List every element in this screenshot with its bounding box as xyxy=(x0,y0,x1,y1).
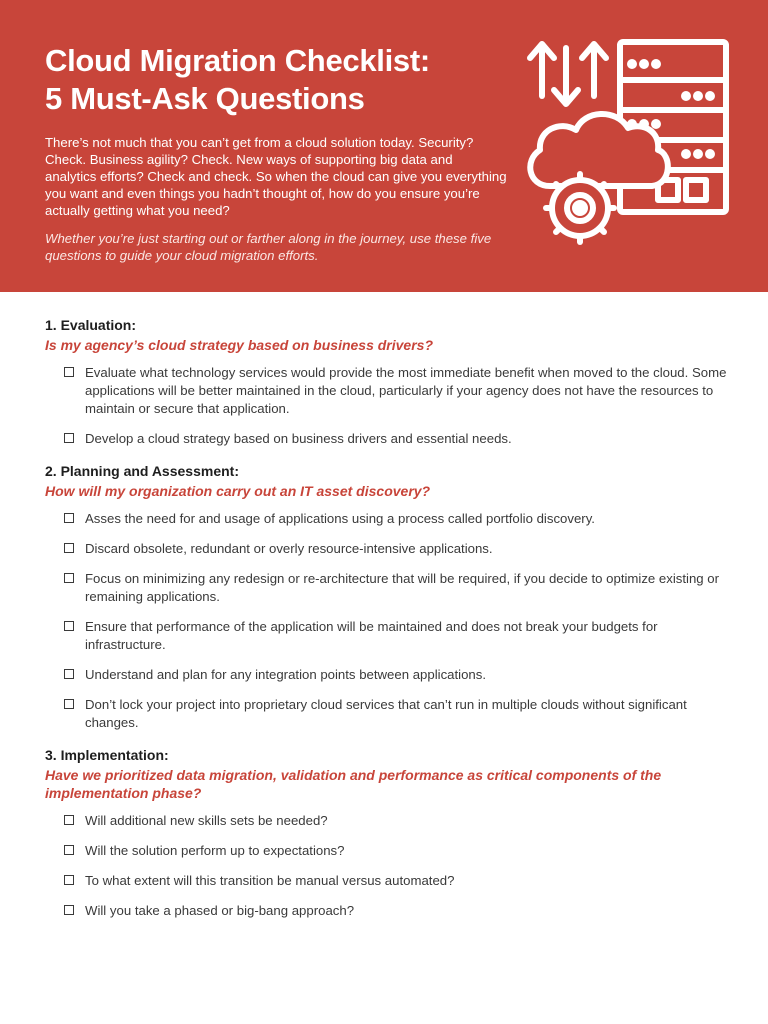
checklist-item-text: Discard obsolete, redundant or overly resource-intensive applications. xyxy=(85,541,493,556)
checkbox-icon[interactable] xyxy=(64,845,74,855)
intro-paragraph: There’s not much that you can’t get from a cloud solution today. Security? Check. Business agility? Check. New ways of supporting big data and analytics efforts? Check and check. So when the cloud can give you everything you want and even things you hadn’t thought of, how do you ensure you’re actually getting what you need? xyxy=(45,135,507,218)
checkbox-icon[interactable] xyxy=(64,513,74,523)
checklist xyxy=(45,510,735,732)
section-evaluation xyxy=(45,316,735,448)
checklist-item-text: Focus on minimizing any redesign or re-architecture that will be required, if you decide to optimize existing or remaining applications. xyxy=(85,571,720,604)
checklist-item-text: Ensure that performance of the application will be maintained and does not break your budgets for infrastructure. xyxy=(85,619,658,652)
checkbox-icon[interactable] xyxy=(64,367,74,377)
checklist-item xyxy=(45,430,735,448)
checklist xyxy=(45,812,735,920)
checklist-item-text: Asses the need for and usage of applications using a process called portfolio discovery. xyxy=(85,511,595,526)
section-title: 1. Evaluation: xyxy=(45,317,137,333)
header-banner xyxy=(0,0,768,292)
checklist-item xyxy=(45,540,735,558)
checklist-item-text: Will you take a phased or big-bang approach? xyxy=(85,903,355,918)
checklist-item-text: Don’t lock your project into proprietary cloud services that can’t run in multiple clouds without significant changes. xyxy=(85,697,687,730)
checklist-item xyxy=(45,666,735,684)
page-title-line-1: Cloud Migration Checklist: xyxy=(45,43,430,78)
checkbox-icon[interactable] xyxy=(64,573,74,583)
checklist-item xyxy=(45,510,735,528)
page-title-line-2: 5 Must-Ask Questions xyxy=(45,81,365,116)
checklist-item-text: Evaluate what technology services would provide the most immediate benefit when moved to the cloud. Some applications will be better maintained in the cloud, particularly if your agency does not have the resources to maintain or secure that application. xyxy=(85,365,727,416)
section-title: 3. Implementation: xyxy=(45,747,169,763)
checkbox-icon[interactable] xyxy=(64,543,74,553)
checklist xyxy=(45,364,735,448)
checkbox-icon[interactable] xyxy=(64,621,74,631)
checkbox-icon[interactable] xyxy=(64,433,74,443)
checklist-item xyxy=(45,364,735,418)
section-question: Have we prioritized data migration, validation and performance as critical components of the implementation phase? xyxy=(45,767,662,801)
section-question: How will my organization carry out an IT asset discovery? xyxy=(45,483,431,499)
checklist-item xyxy=(45,872,735,890)
checklist-item-text: Will the solution perform up to expectations? xyxy=(85,843,345,858)
gear-icon xyxy=(546,174,614,242)
intro-italic-paragraph: Whether you’re just starting out or farther along in the journey, use these five questions to guide your cloud migration efforts. xyxy=(45,231,492,263)
checklist-item xyxy=(45,812,735,830)
cloud-server-gear-arrows-icon xyxy=(520,36,732,250)
section-title: 2. Planning and Assessment: xyxy=(45,463,239,479)
checklist-content xyxy=(45,316,735,934)
section-planning-assessment xyxy=(45,462,735,732)
checklist-item-text: To what extent will this transition be manual versus automated? xyxy=(85,873,455,888)
transfer-arrows-icon xyxy=(530,44,606,104)
page-title xyxy=(45,42,430,118)
checkbox-icon[interactable] xyxy=(64,905,74,915)
section-question: Is my agency’s cloud strategy based on business drivers? xyxy=(45,337,434,353)
checklist-item xyxy=(45,618,735,654)
checkbox-icon[interactable] xyxy=(64,699,74,709)
checklist-item xyxy=(45,902,735,920)
checklist-item-text: Will additional new skills sets be needed? xyxy=(85,813,328,828)
checkbox-icon[interactable] xyxy=(64,669,74,679)
checklist-item-text: Understand and plan for any integration points between applications. xyxy=(85,667,487,682)
checkbox-icon[interactable] xyxy=(64,815,74,825)
section-implementation xyxy=(45,746,735,920)
checklist-item xyxy=(45,842,735,860)
checklist-item-text: Develop a cloud strategy based on business drivers and essential needs. xyxy=(85,431,512,446)
checkbox-icon[interactable] xyxy=(64,875,74,885)
checklist-item xyxy=(45,696,735,732)
checklist-item xyxy=(45,570,735,606)
